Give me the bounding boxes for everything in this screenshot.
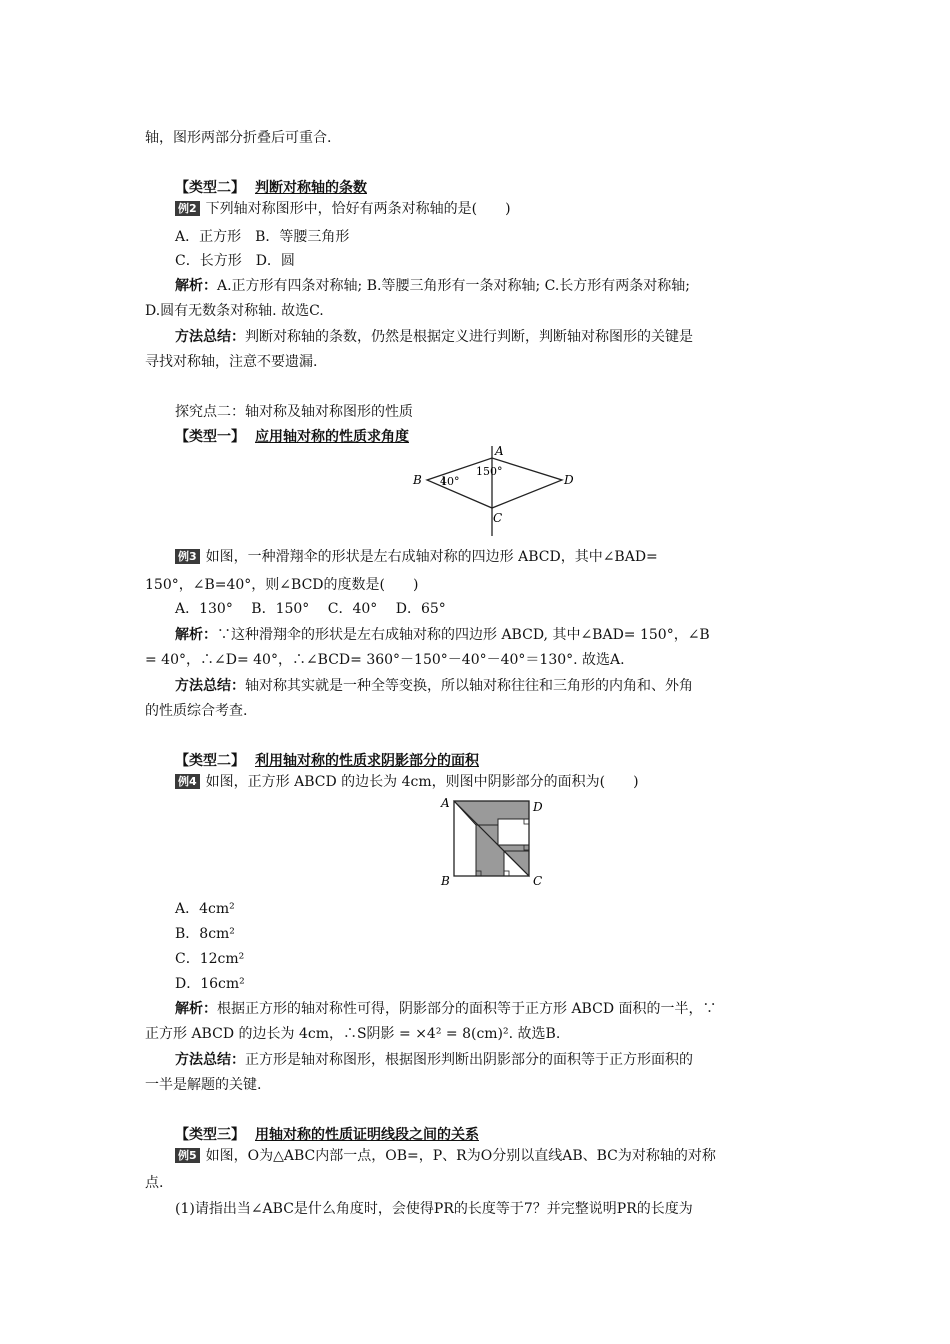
ex4-method-1: [175, 1050, 845, 1070]
ex4-option-d: D．16cm²: [175, 976, 245, 992]
method-label: 方法总结：: [175, 1052, 245, 1068]
ex2-options-2: C．长方形 D．圆: [175, 253, 295, 269]
right-angle-mark: [524, 819, 529, 824]
ex2-analysis-1: [175, 276, 845, 296]
type-title: 用轴对称的性质证明线段之间的关系: [255, 1127, 479, 1143]
type-tag: 【类型一】: [175, 429, 245, 445]
question-text: 如图，O为△ABC内部一点，OB=，P、R为O分别以直线AB、BC为对称轴的对称: [205, 1148, 716, 1164]
type-tag: 【类型三】: [175, 1127, 245, 1143]
ex4-option-b: B．8cm²: [175, 926, 235, 942]
ex3-question-1: [175, 547, 845, 567]
type-title: 利用轴对称的性质求阴影部分的面积: [255, 753, 479, 769]
ex5-question-1: [175, 1146, 845, 1166]
method-label: 方法总结：: [175, 329, 245, 345]
question-text: 如图，一种滑翔伞的形状是左右成轴对称的四边形 ABCD，其中∠BAD=: [205, 549, 658, 565]
ex3-analysis-1: [175, 625, 845, 645]
question-text: 如图，正方形 ABCD 的边长为 4cm，则图中阴影部分的面积为( ): [205, 774, 639, 790]
ex2-question: [175, 199, 845, 219]
ex4-analysis-2: 正方形 ABCD 的边长为 4cm，∴S阴影 = ×4² = 8(cm)². 故选B.: [145, 1026, 561, 1042]
ex4-method-2: 一半是解题的关键.: [145, 1077, 262, 1093]
ex5-question-2: 点.: [145, 1175, 164, 1191]
intro-line: 轴，图形两部分折叠后可重合.: [145, 130, 332, 146]
ex4-option-c: C．12cm²: [175, 951, 245, 967]
example-badge: 例2: [175, 201, 200, 216]
analysis-text: 根据正方形的轴对称性可得，阴影部分的面积等于正方形 ABCD 面积的一半，∵: [217, 1001, 717, 1017]
analysis-text: ∵这种滑翔伞的形状是左右成轴对称的四边形 ABCD, 其中∠BAD= 150°，∠B: [217, 627, 710, 643]
label-a: A: [441, 796, 450, 810]
ex2-analysis-2: D.圆有无数条对称轴. 故选C.: [145, 303, 324, 319]
label-d: D: [533, 800, 543, 814]
method-text: 正方形是轴对称图形，根据图形判断出阴影部分的面积等于正方形面积的: [245, 1052, 693, 1068]
ex3-question-2: 150°，∠B=40°，则∠BCD的度数是( ): [145, 577, 419, 593]
example-badge: 例3: [175, 549, 200, 564]
label-d: D: [564, 473, 574, 487]
right-angle-mark: [504, 871, 509, 876]
label-c: C: [493, 511, 503, 525]
label-b: B: [413, 473, 422, 487]
angle-b-label: 40°: [440, 475, 460, 488]
ex3-options: A．130° B．150° C．40° D．65°: [175, 601, 446, 617]
ex3-method-1: [175, 676, 845, 696]
type-title: 应用轴对称的性质求角度: [255, 429, 409, 445]
method-text: 轴对称其实就是一种全等变换，所以轴对称往往和三角形的内角和、外角: [245, 678, 693, 694]
method-text: 判断对称轴的条数，仍然是根据定义进行判断，判断轴对称图形的关键是: [245, 329, 693, 345]
example-badge: 例5: [175, 1148, 200, 1163]
label-c: C: [533, 874, 543, 888]
section-title: 探究点二：轴对称及轴对称图形的性质: [175, 404, 413, 420]
label-a: A: [495, 444, 504, 458]
label-b: B: [441, 874, 450, 888]
analysis-label: 解析：: [175, 278, 217, 294]
ex2-options-1: A．正方形 B．等腰三角形: [175, 229, 350, 245]
type-tag: 【类型二】: [175, 753, 245, 769]
type2b-heading: [175, 751, 845, 771]
type3-heading: [175, 1125, 845, 1145]
type2-heading: [175, 178, 845, 198]
ex2-method-1: [175, 327, 845, 347]
question-text: 下列轴对称图形中，恰好有两条对称轴的是( ): [205, 201, 511, 217]
analysis-label: 解析：: [175, 1001, 217, 1017]
method-label: 方法总结：: [175, 678, 245, 694]
ex4-option-a: A．4cm²: [175, 901, 235, 917]
analysis-label: 解析：: [175, 627, 217, 643]
analysis-text: A.正方形有四条对称轴; B.等腰三角形有一条对称轴; C.长方形有两条对称轴;: [217, 278, 691, 294]
ex3-analysis-2: = 40°，∴∠D= 40°，∴∠BCD= 360°－150°－40°－40°＝130°. 故选A.: [145, 652, 625, 668]
ex4-analysis-1: [175, 999, 845, 1019]
ex5-part1: (1)请指出当∠ABC是什么角度时，会使得PR的长度等于7？并完整说明PR的长度为: [175, 1201, 693, 1217]
ex4-question: [175, 772, 845, 792]
angle-a-label: 150°: [476, 465, 503, 478]
example-badge: 例4: [175, 774, 200, 789]
type-tag: 【类型二】: [175, 180, 245, 196]
kite-figure: [400, 444, 590, 539]
type-title: 判断对称轴的条数: [255, 180, 367, 196]
ex2-method-2: 寻找对称轴，注意不要遗漏.: [145, 354, 318, 370]
square-figure: [436, 793, 548, 891]
ex3-method-2: 的性质综合考查.: [145, 703, 248, 719]
